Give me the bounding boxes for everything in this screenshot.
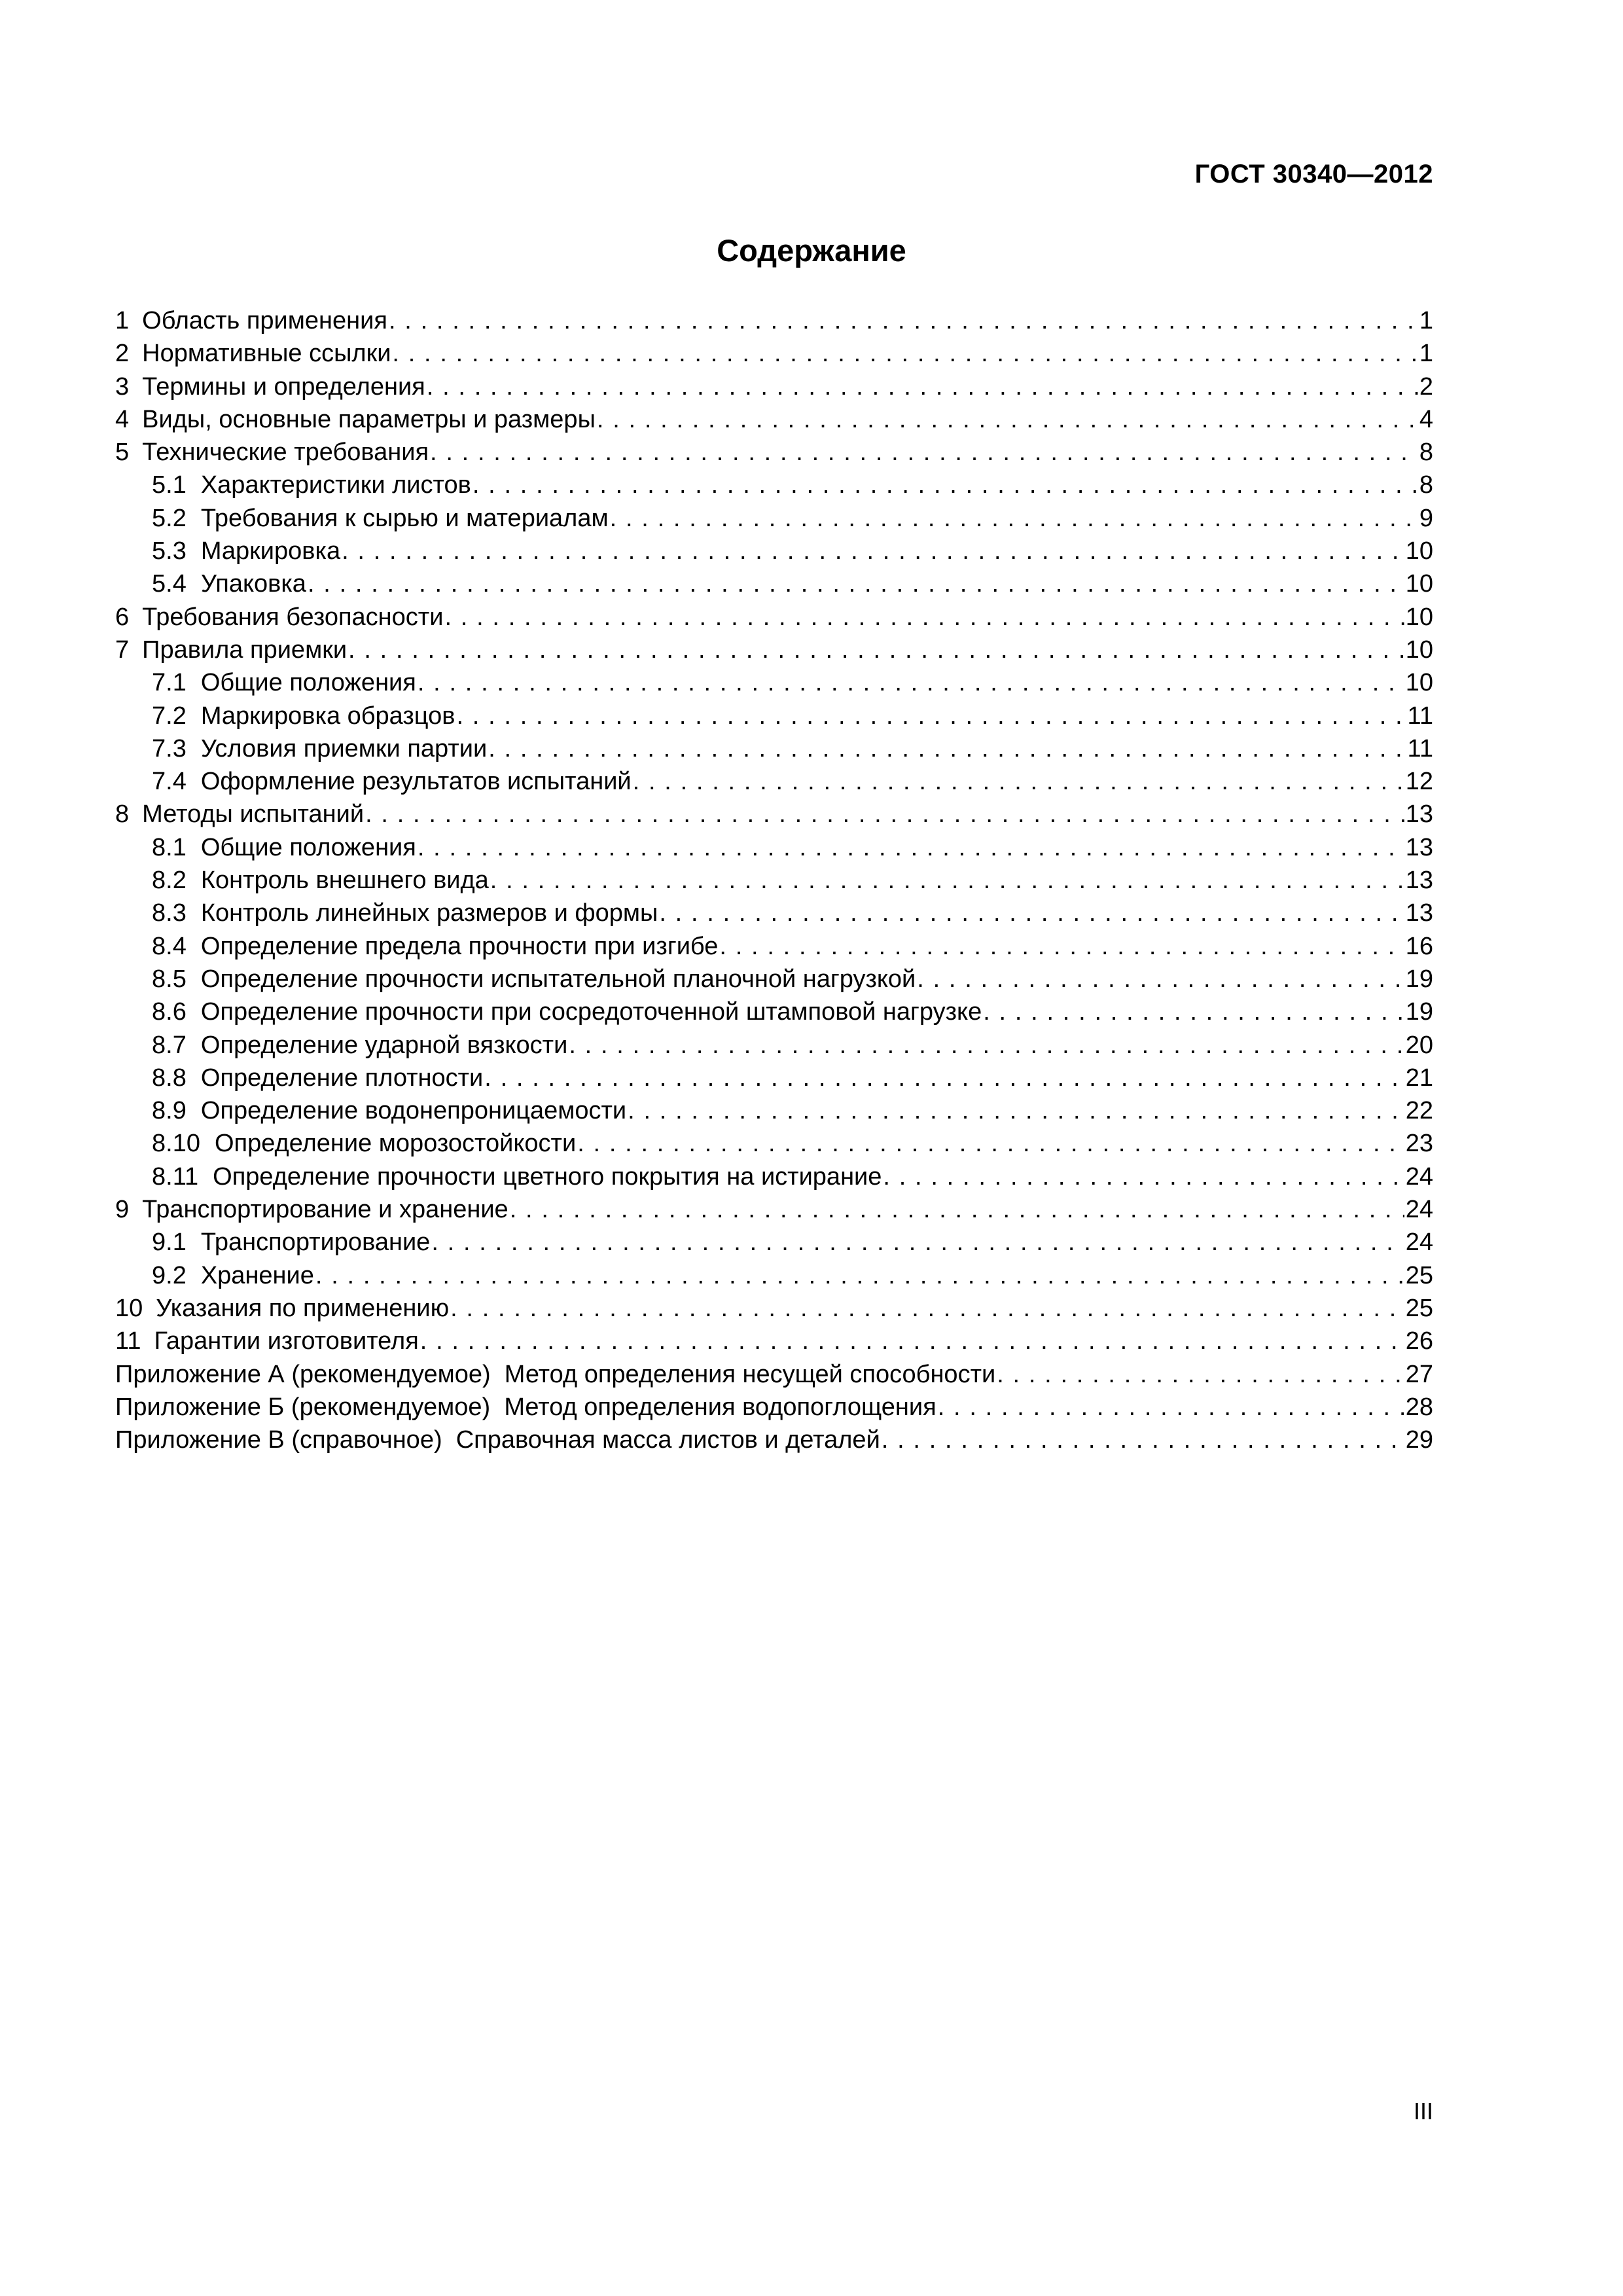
toc-entry[interactable] [115, 996, 1433, 1028]
toc-entry-number: 10 [115, 1294, 143, 1322]
toc-entry-number: 5.2 [152, 504, 187, 532]
dot-leader [569, 1029, 1404, 1062]
toc-entry-page: 9 [1419, 504, 1433, 532]
dot-leader [610, 502, 1418, 535]
toc-entry-page: 24 [1405, 1196, 1433, 1224]
toc-entry-title: Методы испытаний [142, 800, 365, 829]
toc-entry-number: 5 [115, 439, 130, 467]
toc-entry-page: 28 [1405, 1393, 1433, 1421]
dot-leader [490, 864, 1404, 897]
toc-entry-number: 8 [115, 800, 130, 829]
toc-entry-page: 8 [1419, 439, 1433, 467]
toc-entry-page: 12 [1405, 768, 1433, 796]
toc-entry-number: 3 [115, 372, 130, 401]
toc-entry-page: 10 [1405, 603, 1433, 631]
toc-entry[interactable] [115, 1193, 1433, 1226]
toc-entry-title: Определение прочности при сосредоточенной штамповой нагрузке [200, 998, 982, 1026]
dot-leader [597, 403, 1418, 436]
page-number: III [1413, 2098, 1433, 2125]
dot-leader [342, 535, 1404, 567]
toc-entry-page: 20 [1405, 1031, 1433, 1059]
toc-entry-number: 8.1 [152, 833, 187, 861]
dot-leader [997, 1358, 1404, 1391]
toc-entry-page: 13 [1405, 867, 1433, 895]
toc-entry[interactable] [115, 864, 1433, 897]
toc-entry[interactable] [115, 469, 1433, 501]
dot-leader [484, 1062, 1404, 1094]
toc-entry[interactable] [115, 666, 1433, 699]
toc-entry-title: Хранение [200, 1261, 314, 1289]
dot-leader [719, 930, 1404, 963]
toc-entry[interactable] [115, 930, 1433, 963]
dot-leader [418, 831, 1404, 864]
toc-entry-page: 19 [1405, 965, 1433, 993]
dot-leader [450, 1292, 1404, 1325]
toc-entry-title: Транспортирование и хранение [142, 1196, 508, 1224]
toc-entry-page: 10 [1405, 636, 1433, 664]
toc-entry-number: 7.4 [152, 768, 187, 796]
toc-entry-number: 9 [115, 1196, 130, 1224]
toc-entry-number: 5.4 [152, 570, 187, 598]
toc-entry-page: 13 [1405, 899, 1433, 927]
toc-entry-page: 25 [1405, 1261, 1433, 1289]
toc-entry[interactable] [115, 403, 1433, 436]
toc-entry[interactable] [115, 765, 1433, 798]
toc-entry-page: 25 [1405, 1294, 1433, 1322]
toc-entry-title: Определение плотности [200, 1064, 484, 1092]
dot-leader [431, 1226, 1404, 1259]
toc-entry-page: 23 [1405, 1130, 1433, 1158]
toc-title: Содержание [717, 233, 906, 268]
toc-entry-number: 8.4 [152, 932, 187, 960]
dot-leader [308, 567, 1404, 600]
toc-entry-number: 4 [115, 405, 130, 433]
toc-entry-number: 8.11 [152, 1162, 199, 1191]
toc-entry-title: Виды, основные параметры и размеры [142, 405, 596, 433]
toc-entry-title: Определение водонепроницаемости [200, 1097, 627, 1125]
toc-entry-page: 10 [1405, 537, 1433, 565]
toc-entry[interactable] [115, 634, 1433, 666]
toc-entry-title: Контроль внешнего вида [200, 867, 489, 895]
toc-entry[interactable] [115, 567, 1433, 600]
toc-entry-number: 7 [115, 636, 130, 664]
toc-entry[interactable] [115, 1160, 1433, 1193]
toc-entry-number: 8.10 [152, 1130, 200, 1158]
dot-leader [983, 996, 1404, 1028]
dot-leader [456, 700, 1406, 732]
toc-entry[interactable] [115, 1094, 1433, 1127]
toc-entry-number: 8.5 [152, 965, 187, 993]
toc-entry-title: Определение морозостойкости [214, 1130, 577, 1158]
dot-leader [473, 469, 1418, 501]
toc-entry-number: 9.2 [152, 1261, 187, 1289]
toc-entry-page: 21 [1405, 1064, 1433, 1092]
toc-entry-number: 5.1 [152, 471, 187, 499]
toc-entry-title: Контроль линейных размеров и формы [200, 899, 658, 927]
toc-entry[interactable] [115, 831, 1433, 864]
toc-entry-page: 11 [1407, 702, 1433, 730]
toc-entry-title: Условия приемки партии [200, 734, 488, 762]
toc-entry[interactable] [115, 1292, 1433, 1325]
toc-entry-title: Технические требования [142, 439, 429, 467]
dot-leader [633, 765, 1404, 798]
toc-entry[interactable] [115, 1259, 1433, 1292]
toc-entry-page: 4 [1419, 405, 1433, 433]
table-of-contents [115, 304, 1433, 1456]
toc-entry[interactable] [115, 502, 1433, 535]
toc-entry-number: 1 [115, 307, 130, 334]
toc-entry[interactable] [115, 1424, 1433, 1456]
toc-entry-page: 2 [1419, 372, 1433, 401]
dot-leader [365, 798, 1404, 831]
toc-entry-title: Определение ударной вязкости [200, 1031, 568, 1059]
toc-entry-number: 8.7 [152, 1031, 187, 1059]
toc-entry-title: Маркировка [200, 537, 341, 565]
toc-entry[interactable] [115, 535, 1433, 567]
toc-entry[interactable] [115, 304, 1433, 337]
toc-entry-number: 7.2 [152, 702, 187, 730]
toc-entry[interactable] [115, 732, 1433, 765]
dot-leader [418, 666, 1404, 699]
toc-entry-title: Оформление результатов испытаний [200, 768, 632, 796]
toc-entry[interactable] [115, 963, 1433, 996]
toc-entry-title: Определение прочности цветного покрытия на истирание [213, 1162, 882, 1191]
toc-entry-page: 1 [1419, 307, 1433, 334]
toc-entry-page: 24 [1405, 1229, 1433, 1257]
toc-entry-number: 9.1 [152, 1229, 187, 1257]
toc-entry[interactable] [115, 1029, 1433, 1062]
toc-entry-title: Правила приемки [142, 636, 348, 664]
dot-leader [348, 634, 1404, 666]
toc-entry-number: 8.6 [152, 998, 187, 1026]
toc-entry-number: 7.1 [152, 669, 187, 697]
dot-leader [628, 1094, 1404, 1127]
toc-entry-title: Область применения [142, 307, 387, 334]
toc-entry-page: 24 [1405, 1162, 1433, 1191]
toc-entry-title: Маркировка образцов [200, 702, 455, 730]
toc-entry-title: Определение прочности испытательной планочной нагрузкой [200, 965, 916, 993]
dot-leader [444, 601, 1404, 634]
toc-entry-page: 16 [1405, 932, 1433, 960]
dot-leader [427, 370, 1418, 403]
dot-leader [420, 1325, 1404, 1357]
toc-entry-title: Нормативные ссылки [142, 340, 391, 368]
dot-leader [488, 732, 1406, 765]
dot-leader [510, 1193, 1404, 1226]
toc-entry-number: 7.3 [152, 734, 187, 762]
toc-entry[interactable] [115, 798, 1433, 831]
toc-entry-number: 8.8 [152, 1064, 187, 1092]
toc-entry-number: 5.3 [152, 537, 187, 565]
toc-entry-title: Общие положения [200, 669, 416, 697]
toc-entry-page: 1 [1419, 340, 1433, 368]
toc-entry-number: 8.9 [152, 1097, 187, 1125]
toc-entry-title: Приложение Б (рекомендуемое) Метод определения водопоглощения [115, 1393, 936, 1421]
toc-entry-page: 8 [1419, 471, 1433, 499]
dot-leader [882, 1424, 1404, 1456]
toc-entry-title: Приложение В (справочное) Справочная масса листов и деталей [115, 1426, 880, 1454]
dot-leader [430, 436, 1418, 469]
dot-leader [659, 897, 1404, 929]
toc-entry-number: 6 [115, 603, 130, 631]
toc-entry-number: 8.2 [152, 867, 187, 895]
toc-entry-title: Требования безопасности [142, 603, 444, 631]
dot-leader [917, 963, 1404, 996]
toc-entry[interactable] [115, 1226, 1433, 1259]
toc-entry-title: Общие положения [200, 833, 416, 861]
toc-entry[interactable] [115, 1325, 1433, 1357]
toc-entry-page: 27 [1405, 1360, 1433, 1388]
toc-entry-page: 22 [1405, 1097, 1433, 1125]
toc-entry[interactable] [115, 436, 1433, 469]
toc-entry-title: Упаковка [200, 570, 306, 598]
toc-entry-page: 26 [1405, 1327, 1433, 1355]
toc-entry-number: 8.3 [152, 899, 187, 927]
dot-leader [577, 1127, 1404, 1160]
toc-entry-page: 10 [1405, 669, 1433, 697]
toc-entry-page: 19 [1405, 998, 1433, 1026]
toc-entry-number: 11 [115, 1327, 141, 1355]
toc-entry-title: Транспортирование [200, 1229, 431, 1257]
toc-entry[interactable] [115, 601, 1433, 634]
dot-leader [315, 1259, 1404, 1292]
toc-entry[interactable] [115, 1391, 1433, 1424]
toc-entry-title: Характеристики листов [200, 471, 471, 499]
toc-entry-page: 29 [1405, 1426, 1433, 1454]
toc-entry-title: Определение предела прочности при изгибе [200, 932, 719, 960]
dot-leader [389, 304, 1418, 337]
toc-entry[interactable] [115, 1358, 1433, 1391]
toc-entry[interactable] [115, 1062, 1433, 1094]
toc-entry[interactable] [115, 700, 1433, 732]
document-code: ГОСТ 30340—2012 [1194, 160, 1433, 188]
toc-entry-page: 13 [1405, 833, 1433, 861]
dot-leader [938, 1391, 1404, 1424]
toc-entry-page: 11 [1407, 734, 1433, 762]
toc-entry-page: 13 [1405, 800, 1433, 829]
toc-entry-page: 10 [1405, 570, 1433, 598]
toc-entry-title: Гарантии изготовителя [154, 1327, 419, 1355]
toc-entry[interactable] [115, 897, 1433, 929]
toc-entry-number: 2 [115, 340, 130, 368]
toc-entry[interactable] [115, 337, 1433, 370]
dot-leader [392, 337, 1418, 370]
toc-entry[interactable] [115, 370, 1433, 403]
toc-entry-title: Указания по применению [156, 1294, 450, 1322]
toc-entry-title: Приложение А (рекомендуемое) Метод определения несущей способности [115, 1360, 996, 1388]
toc-entry[interactable] [115, 1127, 1433, 1160]
toc-entry-title: Требования к сырью и материалам [200, 504, 609, 532]
dot-leader [883, 1160, 1404, 1193]
toc-entry-title: Термины и определения [142, 372, 425, 401]
